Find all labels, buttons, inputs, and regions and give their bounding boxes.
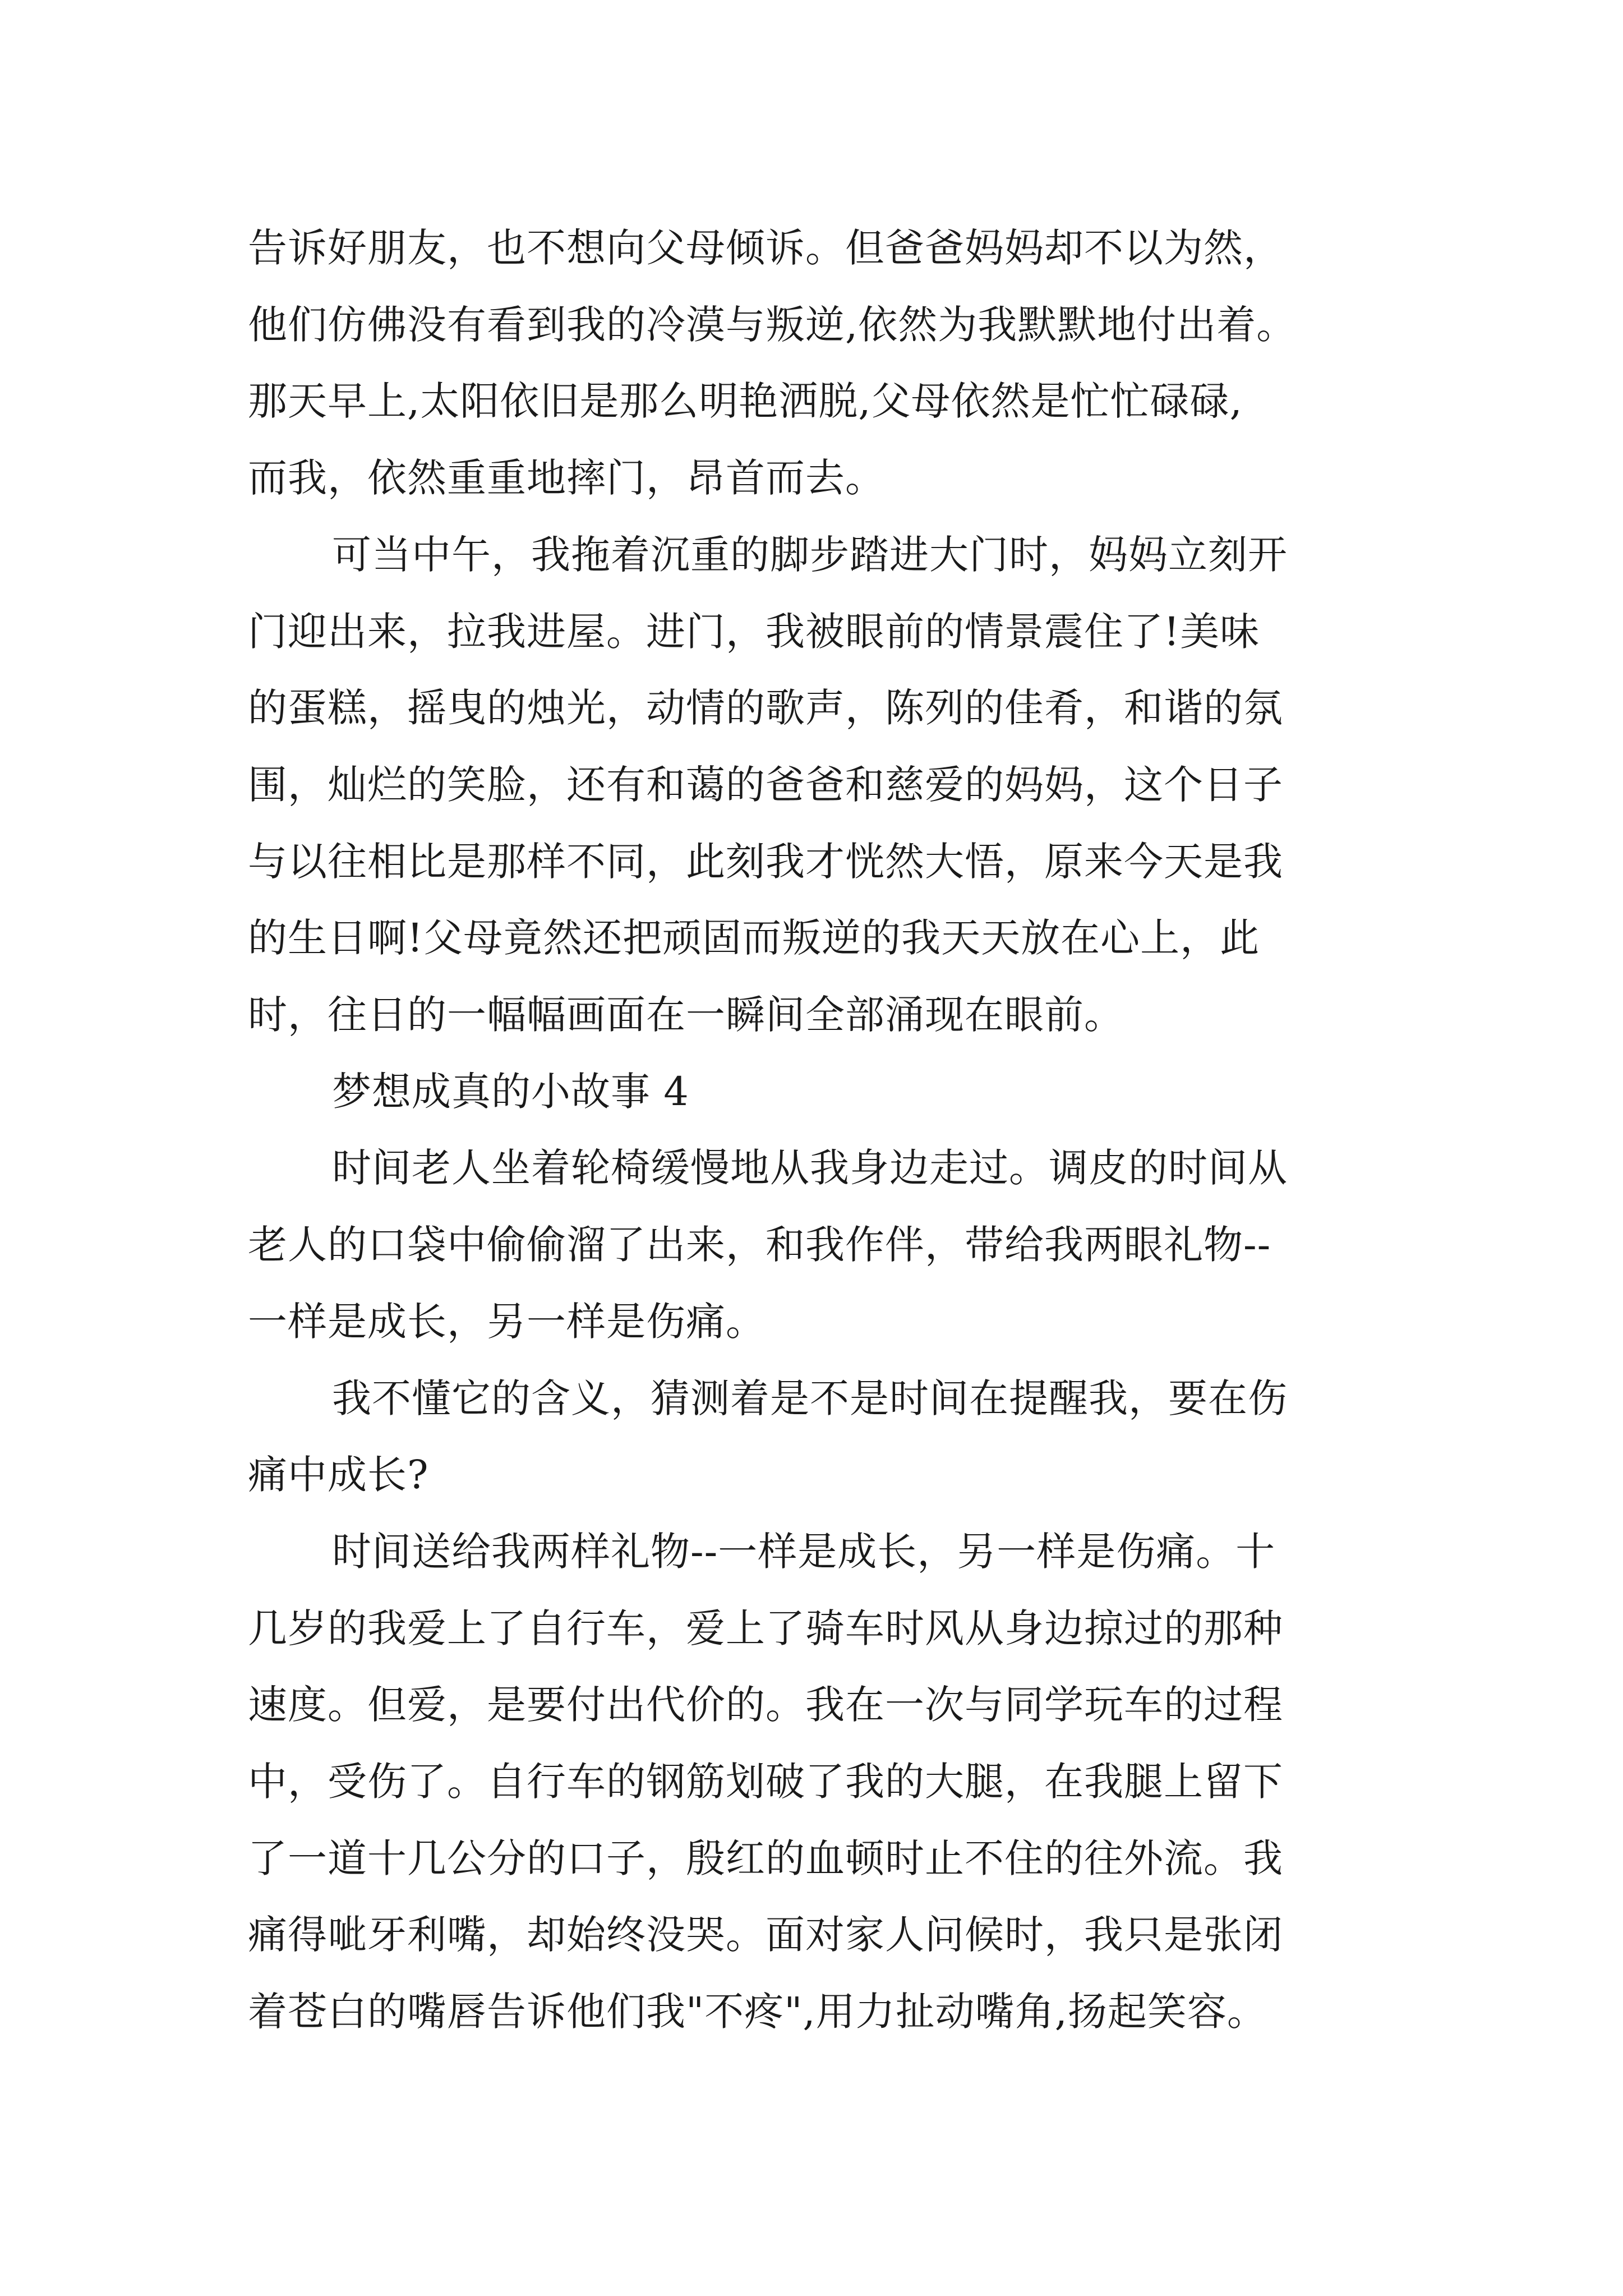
text-line: 可当中午，我拖着沉重的脚步踏进大门时，妈妈立刻开 xyxy=(332,532,1288,578)
text-line: 围，灿烂的笑脸，还有和蔼的爸爸和慈爱的妈妈，这个日子 xyxy=(248,762,1283,808)
text-line: 痛中成长? xyxy=(248,1452,429,1498)
text-line: 他们仿佛没有看到我的冷漠与叛逆,依然为我默默地付出着。 xyxy=(248,302,1297,348)
text-line: 时间送给我两样礼物--一样是成长，另一样是伤痛。十 xyxy=(332,1529,1276,1575)
text-line: 老人的口袋中偷偷溜了出来，和我作伴，带给我两眼礼物-- xyxy=(248,1222,1271,1268)
text-line: 速度。但爱，是要付出代价的。我在一次与同学玩车的过程 xyxy=(248,1682,1283,1728)
text-line: 几岁的我爱上了自行车，爱上了骑车时风从身边掠过的那种 xyxy=(248,1605,1283,1651)
text-line: 了一道十几公分的口子，殷红的血顿时止不住的往外流。我 xyxy=(248,1835,1283,1881)
text-line: 那天早上,太阳依旧是那么明艳洒脱,父母依然是忙忙碌碌, xyxy=(248,378,1243,424)
text-line: 的生日啊!父母竟然还把顽固而叛逆的我天天放在心上，此 xyxy=(248,915,1260,961)
section-heading: 梦想成真的小故事 4 xyxy=(332,1069,689,1115)
text-line: 痛得呲牙利嘴，却始终没哭。面对家人问候时，我只是张闭 xyxy=(248,1912,1283,1958)
text-line: 一样是成长，另一样是伤痛。 xyxy=(248,1299,766,1345)
text-line: 我不懂它的含义，猜测着是不是时间在提醒我，要在伤 xyxy=(332,1375,1288,1421)
text-line: 的蛋糕，摇曳的烛光，动情的歌声，陈列的佳肴，和谐的氛 xyxy=(248,685,1283,731)
text-line: 告诉好朋友，也不想向父母倾诉。但爸爸妈妈却不以为然， xyxy=(248,225,1283,271)
text-line: 而我，依然重重地摔门，昂首而去。 xyxy=(248,455,885,501)
text-line: 着苍白的嘴唇告诉他们我"不疼",用力扯动嘴角,扬起笑容。 xyxy=(248,1989,1267,2035)
text-line: 中，受伤了。自行车的钢筋划破了我的大腿，在我腿上留下 xyxy=(248,1759,1283,1805)
text-line: 门迎出来，拉我进屋。进门，我被眼前的情景震住了!美味 xyxy=(248,609,1260,655)
text-line: 时，往日的一幅幅画面在一瞬间全部涌现在眼前。 xyxy=(248,992,1124,1038)
text-line: 与以往相比是那样不同，此刻我才恍然大悟，原来今天是我 xyxy=(248,839,1283,885)
text-line: 时间老人坐着轮椅缓慢地从我身边走过。调皮的时间从 xyxy=(332,1145,1288,1191)
